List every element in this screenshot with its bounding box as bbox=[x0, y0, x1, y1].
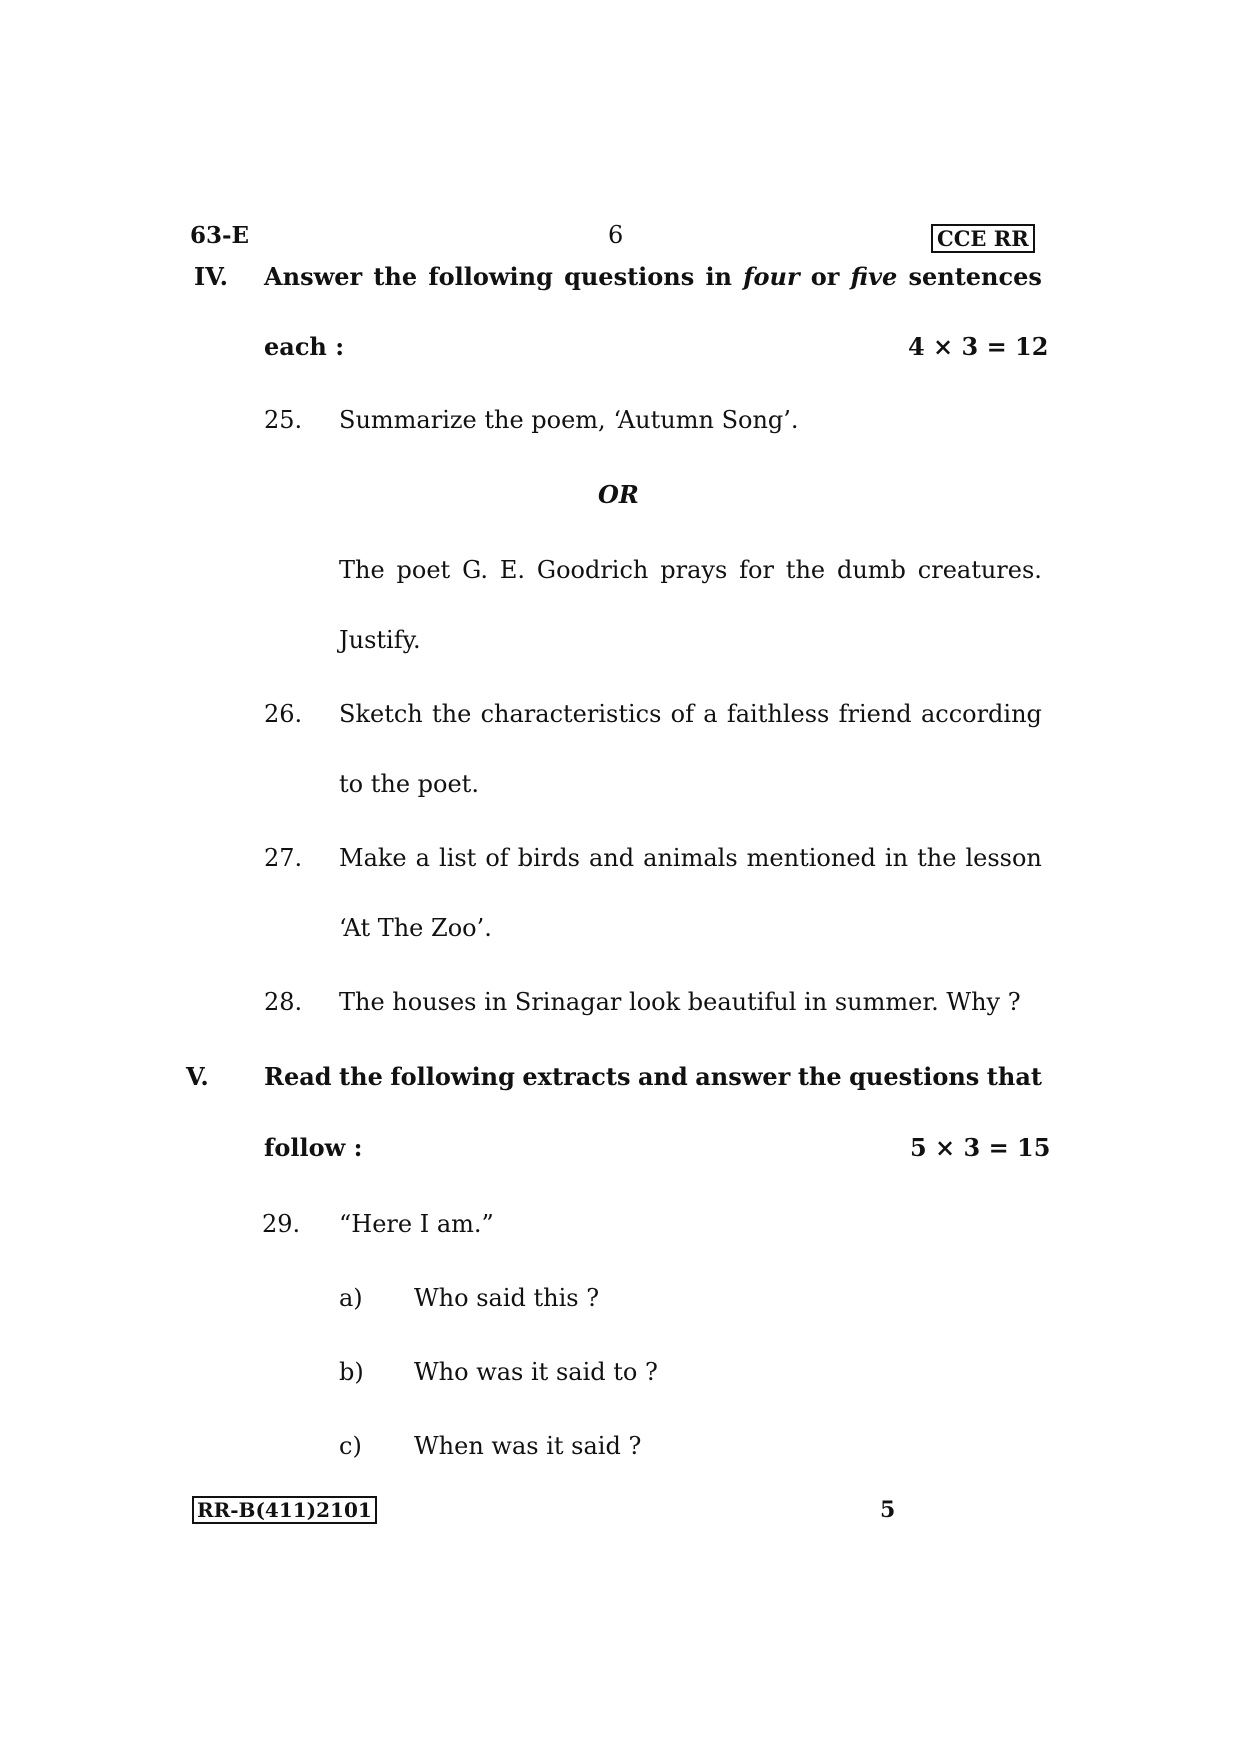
question-number: 28. bbox=[264, 988, 303, 1016]
word: Answer bbox=[264, 262, 363, 291]
word-emphasis: four bbox=[743, 262, 800, 291]
question-number: 26. bbox=[264, 700, 303, 728]
subpart-text: Who was it said to ? bbox=[414, 1358, 658, 1386]
word: the bbox=[797, 1062, 842, 1091]
word: the bbox=[339, 1062, 383, 1091]
word: Goodrich bbox=[536, 556, 649, 584]
word: list bbox=[439, 844, 477, 872]
word: dumb bbox=[836, 556, 906, 584]
word: and bbox=[588, 844, 635, 872]
word: Make bbox=[339, 844, 407, 872]
alternative-question-line1 bbox=[339, 556, 1042, 584]
word: Sketch bbox=[339, 700, 423, 728]
word: answer bbox=[695, 1062, 791, 1091]
word: and bbox=[637, 1062, 688, 1091]
word: extracts bbox=[522, 1062, 631, 1091]
word: that bbox=[986, 1062, 1042, 1091]
word: G. bbox=[462, 556, 489, 584]
word: characteristics bbox=[480, 700, 662, 728]
footer-code-box: RR-B(411)2101 bbox=[192, 1496, 377, 1524]
section-iv-instruction bbox=[264, 262, 1042, 291]
question-number: 25. bbox=[264, 406, 303, 434]
question-text-line2: to the poet. bbox=[339, 770, 479, 798]
word: a bbox=[703, 700, 718, 728]
word: Read bbox=[264, 1062, 332, 1091]
question-number: 27. bbox=[264, 844, 303, 872]
word: in bbox=[884, 844, 909, 872]
subpart-label: b) bbox=[339, 1358, 364, 1386]
word: poet bbox=[396, 556, 451, 584]
word: of bbox=[670, 700, 695, 728]
question-quote: “Here I am.” bbox=[339, 1210, 494, 1238]
word: questions bbox=[564, 262, 695, 291]
subpart-label: c) bbox=[339, 1432, 362, 1460]
question-text-line1 bbox=[339, 700, 1042, 728]
word: prays bbox=[660, 556, 728, 584]
word: a bbox=[415, 844, 430, 872]
section-iv-instruction-line2: each : bbox=[264, 332, 345, 361]
word: The bbox=[339, 556, 385, 584]
footer-number: 5 bbox=[880, 1497, 896, 1523]
word-emphasis: five bbox=[850, 262, 898, 291]
series-box: CCE RR bbox=[931, 224, 1035, 253]
question-text-line1 bbox=[339, 844, 1042, 872]
section-v-marks: 5 × 3 = 15 bbox=[910, 1133, 1051, 1162]
section-iv-numeral: IV. bbox=[194, 262, 229, 291]
word: friend bbox=[838, 700, 912, 728]
section-v-instruction bbox=[264, 1062, 1042, 1091]
word: mentioned bbox=[746, 844, 876, 872]
word: or bbox=[810, 262, 840, 291]
paper-code: 63-E bbox=[190, 222, 250, 249]
word: according bbox=[920, 700, 1042, 728]
word: questions bbox=[849, 1062, 980, 1091]
word: lesson bbox=[965, 844, 1042, 872]
word: in bbox=[705, 262, 733, 291]
word: the bbox=[785, 556, 826, 584]
section-v-numeral: V. bbox=[186, 1062, 209, 1091]
word: the bbox=[917, 844, 957, 872]
or-label: OR bbox=[598, 480, 639, 509]
word: E. bbox=[499, 556, 526, 584]
page-number: 6 bbox=[608, 221, 624, 249]
word: for bbox=[739, 556, 774, 584]
question-text: Summarize the poem, ‘Autumn Song’. bbox=[339, 406, 799, 434]
word: of bbox=[485, 844, 509, 872]
word: faithless bbox=[726, 700, 830, 728]
question-number: 29. bbox=[262, 1210, 301, 1238]
word: animals bbox=[643, 844, 738, 872]
word: creatures. bbox=[917, 556, 1042, 584]
word: the bbox=[432, 700, 472, 728]
question-text-line2: ‘At The Zoo’. bbox=[339, 914, 492, 942]
word: birds bbox=[517, 844, 580, 872]
section-iv-marks: 4 × 3 = 12 bbox=[908, 332, 1049, 361]
word: following bbox=[390, 1062, 515, 1091]
word: following bbox=[428, 262, 553, 291]
question-text: The houses in Srinagar look beautiful in summer. Why ? bbox=[339, 988, 1021, 1016]
word: the bbox=[373, 262, 418, 291]
subpart-text: When was it said ? bbox=[414, 1432, 642, 1460]
alternative-question-line2: Justify. bbox=[339, 626, 421, 654]
word: sentences bbox=[908, 262, 1042, 291]
subpart-text: Who said this ? bbox=[414, 1284, 600, 1312]
section-v-instruction-line2: follow : bbox=[264, 1133, 363, 1162]
subpart-label: a) bbox=[339, 1284, 363, 1312]
